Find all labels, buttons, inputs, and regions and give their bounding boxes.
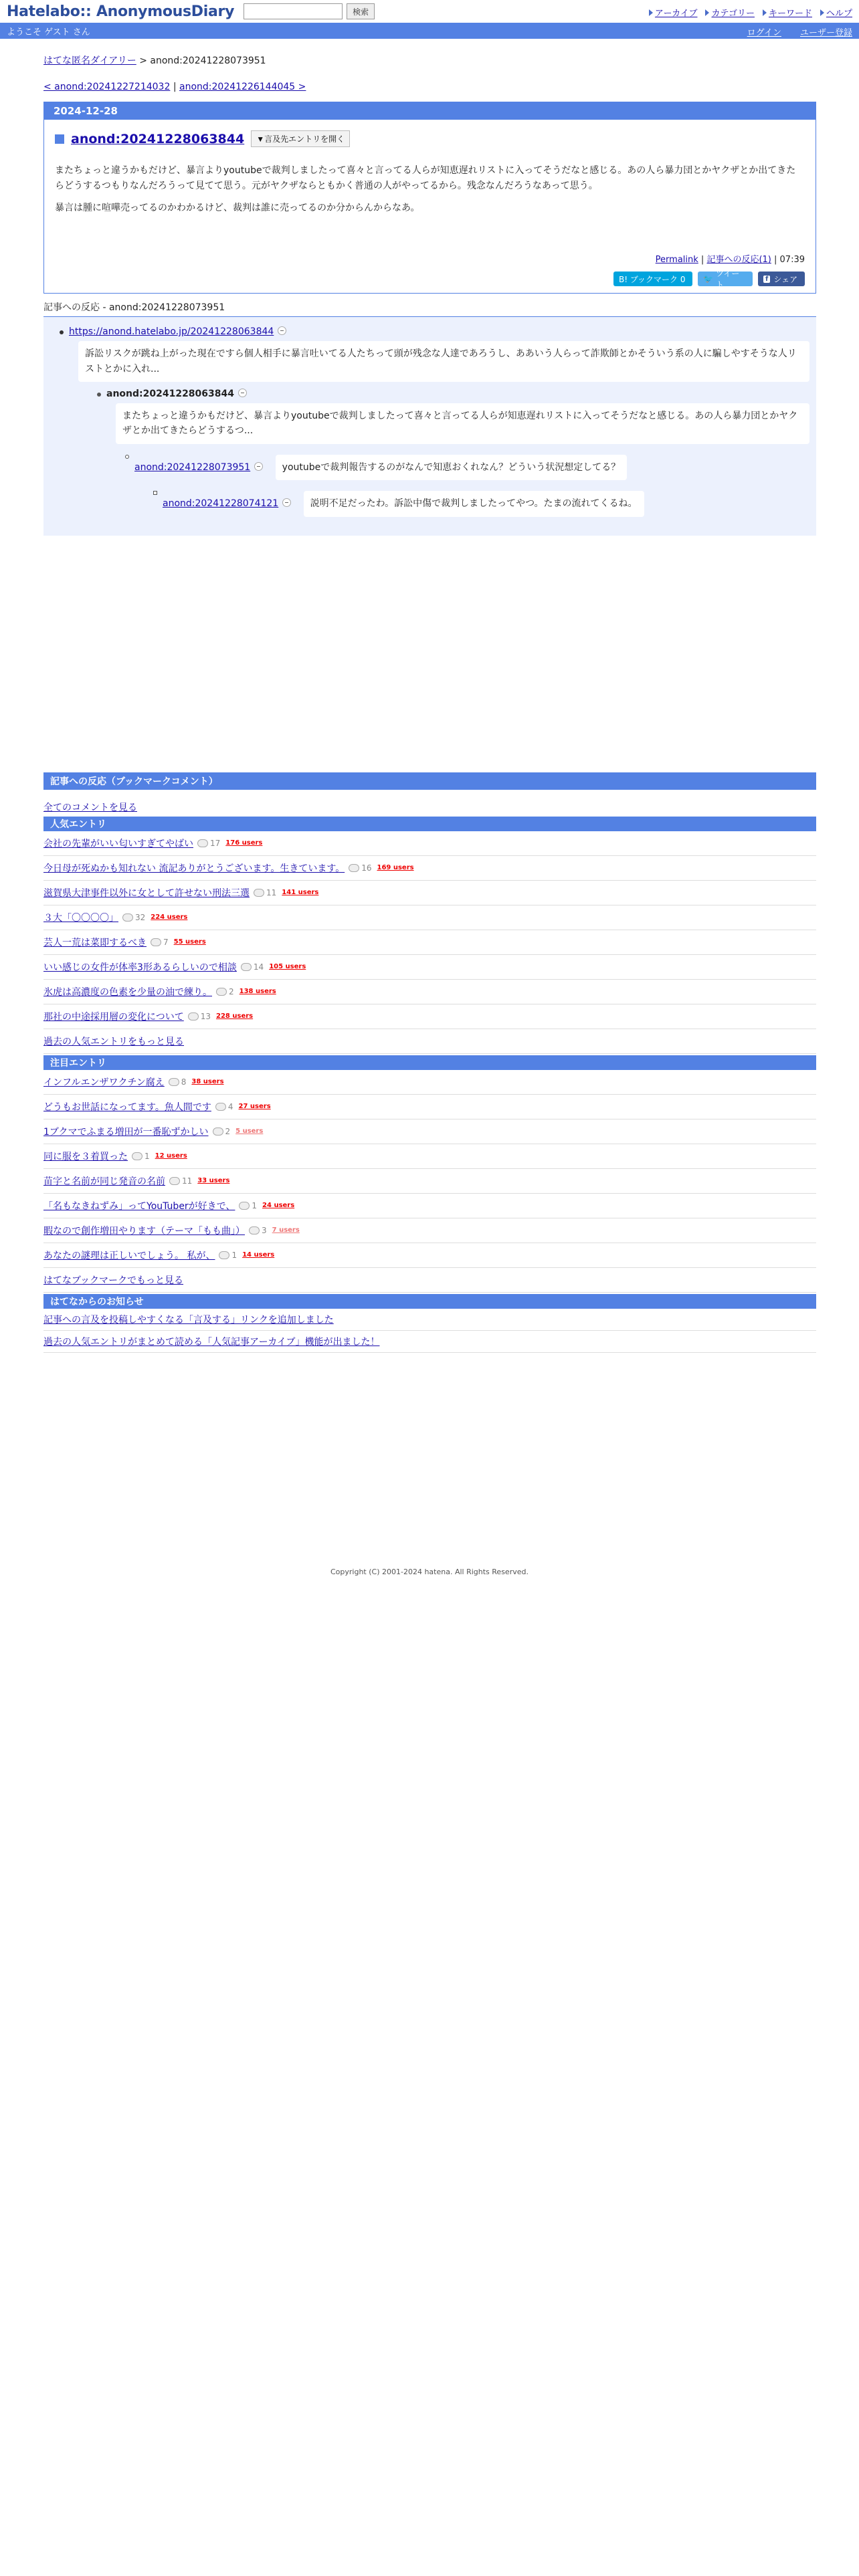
reaction-item <box>144 487 809 516</box>
bookmark-users-count[interactable]: 55 users <box>173 938 206 946</box>
reaction-text: youtubeで裁判報告するのがなんで知恵おくれなん？どういう状況想定してる？ <box>276 455 628 480</box>
pager-divider: | <box>170 82 180 92</box>
comment-bubble-icon <box>151 938 161 946</box>
notice-link[interactable]: 過去の人気エントリがまとめて読める「人気記事アーカイブ」機能が出ました！ <box>43 1336 380 1348</box>
reaction-link[interactable]: anond:20241228073951 <box>134 461 251 473</box>
bookmark-users-count[interactable]: 224 users <box>151 914 188 922</box>
comment-bubble-icon <box>249 1226 260 1235</box>
popular-more-link[interactable]: 過去の人気エントリをもっと見る <box>43 1036 184 1047</box>
comment-count-value: 1 <box>145 1151 150 1161</box>
entry-row <box>43 1119 816 1144</box>
entry-row <box>43 856 816 881</box>
entry-paragraph: またちょっと違うかもだけど、暴言よりyoutubeで裁判しましたって喜々と言ってる人らが知恵遅れリストに入ってそうだなと感じる。あの人ら暴力団とかヤクザとか出てきたらどうするつもりなんだろうって見てて思う。元がヤクザならともかく普通の人がやってるから。残念なんだろうなあって思う。 <box>55 165 796 192</box>
bullet-icon <box>97 393 101 397</box>
bookmark-users-count[interactable]: 27 users <box>238 1103 271 1111</box>
breadcrumb-home[interactable]: はてな匿名ダイアリー <box>43 56 136 66</box>
reactions-tree <box>43 317 816 535</box>
permalink[interactable]: Permalink <box>655 255 698 265</box>
entry-link[interactable]: 今日母が死ぬかも知れない 流記ありがとうございます。生きています。 <box>43 863 345 874</box>
comment-count[interactable] <box>197 839 220 848</box>
entry-row <box>43 955 816 980</box>
tweet-label: ツイート <box>715 269 740 290</box>
bookmark-users-count[interactable]: 228 users <box>216 1012 254 1021</box>
comment-count[interactable] <box>151 938 169 947</box>
top-nav <box>649 6 852 19</box>
comment-count[interactable] <box>254 888 276 897</box>
comment-count-value: 1 <box>252 1200 258 1210</box>
breadcrumb-current: anond:20241228073951 <box>150 56 266 66</box>
bookmark-users-count[interactable]: 5 users <box>235 1128 264 1136</box>
entry <box>43 102 816 294</box>
comment-count-value: 7 <box>163 937 169 947</box>
comment-count-value: 14 <box>253 962 264 972</box>
bookmark-users-count[interactable]: 12 users <box>155 1152 187 1160</box>
comment-count-value: 32 <box>135 912 146 922</box>
bookmark-comments-link-row <box>43 800 816 814</box>
reaction-item <box>116 451 809 517</box>
bookmark-users-count[interactable]: 7 users <box>272 1226 300 1235</box>
comment-bubble-icon <box>215 1103 226 1111</box>
comment-count-value: 2 <box>225 1126 231 1136</box>
comment-bubble-icon <box>132 1152 142 1160</box>
comment-count[interactable] <box>122 913 145 922</box>
comment-bubble-icon <box>188 1012 199 1021</box>
facebook-f-icon: f <box>763 276 770 283</box>
reaction-item <box>50 326 809 516</box>
comment-count-value: 17 <box>210 838 221 848</box>
nav-help[interactable]: ヘルプ <box>826 9 852 19</box>
entry-row <box>43 1144 816 1169</box>
pager <box>43 82 816 92</box>
comment-count[interactable] <box>216 987 234 996</box>
entry-link[interactable]: いい感じの女件が体率3形あるらしいので相談 <box>43 962 237 973</box>
arrow-icon <box>649 9 653 16</box>
breadcrumb-sep: > <box>136 56 151 66</box>
popular-more-row <box>43 1029 816 1054</box>
comment-bubble-icon <box>241 963 252 971</box>
comment-bubble-icon <box>254 889 264 897</box>
entry-row <box>43 930 816 955</box>
entry-time: 07:39 <box>779 255 805 265</box>
entry-date: 2024-12-28 <box>44 102 816 120</box>
comment-count[interactable] <box>239 1201 257 1210</box>
entry-link[interactable]: あなたの謎理は正しいでしょう。 私が、 <box>43 1250 215 1261</box>
arrow-icon <box>820 9 824 16</box>
entry-row <box>43 1169 816 1194</box>
top-bar <box>0 0 859 23</box>
greeting: ようこそ ゲスト さん <box>7 27 90 37</box>
comment-count-value: 4 <box>227 1101 233 1111</box>
entry-link[interactable]: 会社の先輩がいい匂いすぎてやばい <box>43 838 193 849</box>
entry-row <box>43 881 816 905</box>
bullet-icon <box>125 455 129 459</box>
entry-link[interactable]: 滋賀県大津事件以外に女として許せない刑法三選 <box>43 887 250 899</box>
entry-row <box>43 980 816 1004</box>
trending-entries-list <box>43 1070 816 1268</box>
popular-entries-header: 人気エントリ <box>43 817 816 831</box>
comment-count[interactable] <box>188 1012 211 1021</box>
comment-bubble-icon <box>122 914 133 922</box>
comment-count[interactable] <box>219 1251 237 1260</box>
notice-row <box>43 1309 816 1331</box>
tweet-button[interactable] <box>698 269 753 290</box>
bookmark-users-count[interactable]: 141 users <box>282 889 319 897</box>
notice-link[interactable]: 記事への言及を投稿しやすくなる「言及する」リンクを追加しました <box>43 1314 334 1325</box>
bookmark-users-count[interactable]: 14 users <box>242 1251 275 1259</box>
all-comments-link[interactable]: 全てのコメントを見る <box>43 802 137 813</box>
comment-count[interactable] <box>169 1176 192 1186</box>
reaction-text: またちょっと違うかもだけど、暴言よりyoutubeで裁判しましたって喜々と言ってる人らが知恵遅れリストに入ってそうだなと感じる。あの人ら暴力団とかヤクザとか出てきたらどうするつ... <box>116 403 809 444</box>
reaction-text: 訴訟リスクが跳ね上がった現在ですら個人相手に暴言吐いてる人たちって頭が残念な人達であろうし、ああいう人らって詐欺師とかそういう系の人に騙しやすそうな人リストとかに入れ... <box>78 341 809 382</box>
entry-row <box>43 831 816 856</box>
comment-bubble-icon <box>349 864 359 872</box>
bullet-icon <box>153 491 157 495</box>
entry-title[interactable]: anond:20241228063844 <box>71 131 245 146</box>
bookmark-comments-header: 記事への反応（ブックマークコメント） <box>43 772 816 790</box>
entry-link[interactable]: 暇なので創作増田やります（テーマ「もも曲」） <box>43 1225 245 1237</box>
comment-count-value: 16 <box>361 863 372 873</box>
comment-count[interactable] <box>249 1226 267 1235</box>
entry-row <box>43 1194 816 1218</box>
bookmark-users-count[interactable]: 24 users <box>262 1202 295 1210</box>
entry-row <box>43 1070 816 1095</box>
user-bar <box>0 23 859 39</box>
arrow-icon <box>705 9 709 16</box>
notices-header: はてなからのお知らせ <box>43 1294 816 1309</box>
twitter-bird-icon: 🐦 <box>703 274 713 284</box>
reaction-item <box>88 389 809 517</box>
reaction-link[interactable]: https://anond.hatelabo.jp/20241228063844 <box>69 326 274 338</box>
entry-row <box>43 905 816 930</box>
entry-row <box>43 1095 816 1119</box>
entry-row <box>43 1218 816 1243</box>
bullet-icon <box>60 330 64 334</box>
trending-more-row <box>43 1268 816 1293</box>
meta-sep: | <box>698 255 707 265</box>
entry-link[interactable]: 1ブクマでふまる増田が一番恥ずかしい <box>43 1126 209 1138</box>
register-link[interactable]: ユーザー登録 <box>799 28 852 38</box>
reactions-title: 記事への反応 - anond:20241228073951 <box>43 300 816 317</box>
nav-archive[interactable]: アーカイブ <box>654 9 698 19</box>
facebook-label: シェア <box>773 274 798 284</box>
bookmark-users-count[interactable]: 38 users <box>191 1078 224 1086</box>
nav-category[interactable]: カテゴリー <box>711 9 755 19</box>
entry-link[interactable]: どうもお世話になってます。魚人間です <box>43 1101 211 1113</box>
comment-bubble-icon <box>213 1128 223 1136</box>
collapse-icon[interactable] <box>238 389 247 397</box>
search-button[interactable]: 検索 <box>347 3 375 19</box>
breadcrumb <box>43 53 816 67</box>
comment-count[interactable] <box>241 962 264 972</box>
trending-more-link[interactable]: はてなブックマークでもっと見る <box>43 1275 184 1286</box>
footer-copyright: Copyright (C) 2001-2024 hatena. All Rights Reserved. <box>330 1568 529 1576</box>
comment-count-value: 11 <box>182 1176 193 1186</box>
bookmark-users-count[interactable]: 176 users <box>225 839 263 847</box>
comment-bubble-icon <box>219 1251 229 1259</box>
comment-count-value: 2 <box>229 986 234 996</box>
entry-link[interactable]: 芸人一荒は菜即するべき <box>43 937 147 948</box>
popular-entries-list <box>43 831 816 1029</box>
entry-link[interactable]: 那社の中途採用層の変化について <box>43 1011 184 1023</box>
arrow-icon <box>763 9 767 16</box>
bookmark-users-count[interactable]: 138 users <box>239 988 276 996</box>
bookmark-users-count[interactable]: 105 users <box>269 963 306 971</box>
notice-row <box>43 1331 816 1353</box>
entry-link[interactable]: 氷虎は高濃度の色素を少量の油で練り。 <box>43 986 212 998</box>
comment-count-value: 11 <box>266 887 277 897</box>
bookmark-users-count[interactable]: 33 users <box>197 1177 230 1185</box>
comment-count-value: 1 <box>231 1250 237 1260</box>
site-logo[interactable]: Hatelabo:: AnonymousDiary <box>7 3 235 20</box>
next-entry-link[interactable]: anond:20241226144045 > <box>179 82 306 92</box>
login-link[interactable]: ログイン <box>747 28 781 38</box>
entry-meta <box>55 252 805 265</box>
comment-bubble-icon <box>169 1078 179 1086</box>
bookmark-users-count[interactable]: 169 users <box>377 864 414 872</box>
entry-link[interactable]: インフルエンザワクチン腐え <box>43 1077 165 1088</box>
hatena-bookmark-button[interactable]: B! ブックマーク 0 <box>613 272 692 286</box>
main-content <box>43 53 816 1353</box>
comment-count-value: 8 <box>181 1077 187 1087</box>
reaction-text: 説明不足だったわ。訴訟中傷で裁判しましたってやつ。たまの流れてくるね。 <box>304 491 644 516</box>
facebook-share-button[interactable] <box>758 272 805 286</box>
comment-count[interactable] <box>213 1127 231 1136</box>
reaction-link[interactable]: anond:20241228074121 <box>163 498 279 510</box>
reaction-current-id: anond:20241228063844 <box>106 389 234 400</box>
comment-bubble-icon <box>239 1202 250 1210</box>
expand-reference-button[interactable]: ▼言及先エントリを開く <box>251 130 350 147</box>
comment-count[interactable] <box>349 863 371 873</box>
entry-paragraph: 暴言は腫に喧嘩売ってるのかわかるけど、裁判は誰に売ってるのか分からんからなあ。 <box>55 203 420 214</box>
reactions-link[interactable]: 記事への反応(1) <box>706 255 771 265</box>
comment-count[interactable] <box>169 1077 187 1087</box>
comment-count[interactable] <box>132 1152 150 1161</box>
collapse-icon[interactable] <box>254 462 263 471</box>
collapse-icon[interactable] <box>278 326 286 335</box>
nav-keyword[interactable]: キーワード <box>768 9 812 19</box>
entry-row <box>43 1243 816 1268</box>
trending-entries-header: 注目エントリ <box>43 1055 816 1070</box>
entry-text <box>55 163 805 216</box>
comment-bubble-icon <box>169 1177 180 1185</box>
comment-count[interactable] <box>215 1102 233 1111</box>
entry-row <box>43 1004 816 1029</box>
entry-link[interactable]: 「名もなきねずみ」ってYouTuberが好きで、 <box>43 1200 235 1212</box>
search-input[interactable] <box>244 3 343 19</box>
entry-link[interactable]: 同に服を３着買った <box>43 1151 128 1162</box>
meta-sep: | <box>771 255 780 265</box>
comment-bubble-icon <box>216 988 227 996</box>
entry-link[interactable]: ３大「〇〇〇〇」 <box>43 912 118 924</box>
prev-entry-link[interactable]: < anond:20241227214032 <box>43 82 171 92</box>
entry-link[interactable]: 苗字と名前が同じ発音の名前 <box>43 1176 165 1187</box>
share-buttons <box>55 269 805 290</box>
comment-count-value: 3 <box>262 1225 267 1235</box>
entry-square-icon <box>55 134 64 144</box>
comment-bubble-icon <box>197 839 208 847</box>
comment-count-value: 13 <box>200 1011 211 1021</box>
collapse-icon[interactable] <box>282 498 291 507</box>
